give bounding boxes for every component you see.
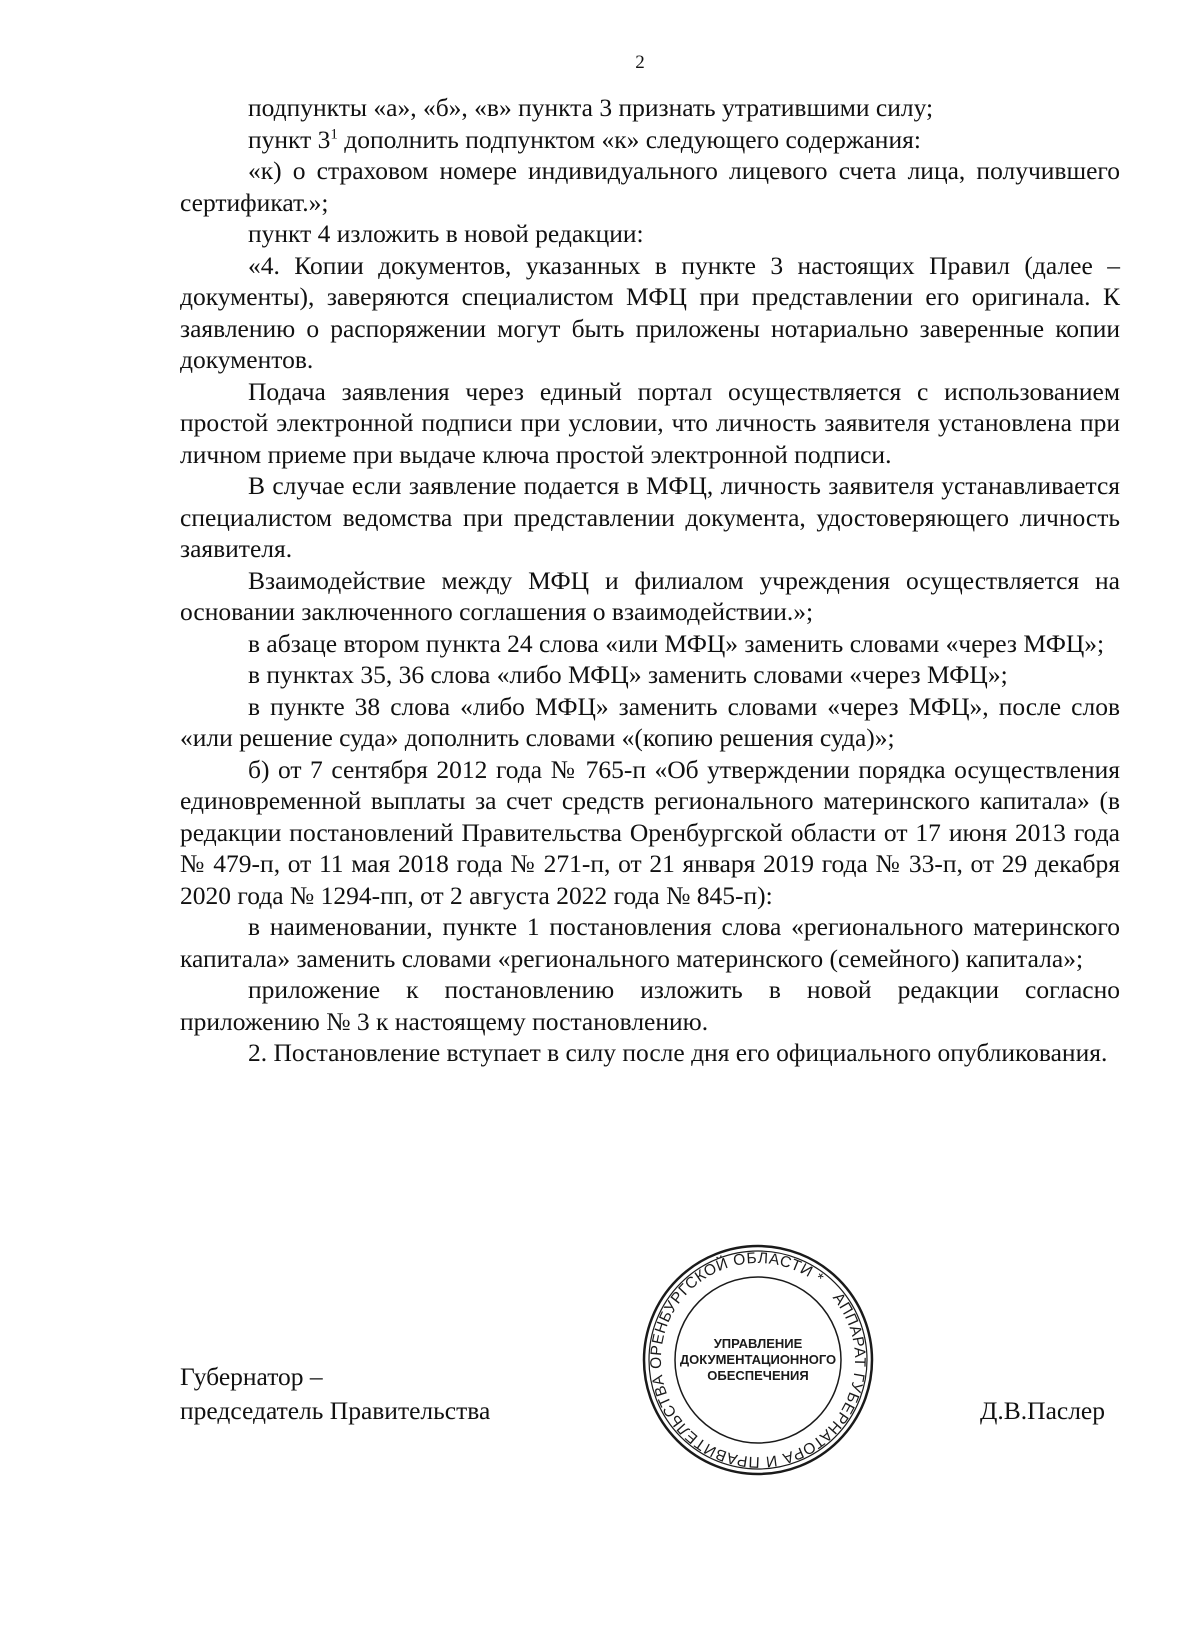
signatory-position-line: Губернатор – <box>180 1362 323 1391</box>
document-body <box>180 92 1120 1069</box>
paragraph <box>180 124 1120 156</box>
paragraph: в пункте 38 слова «либо МФЦ» заменить словами «через МФЦ», после слов «или решение суда» дополнить словами «(копию решения суда)»; <box>180 691 1120 752</box>
paragraph: пункт 4 изложить в новой редакции: <box>248 219 644 248</box>
paragraph: в пунктах 35, 36 слова «либо МФЦ» заменить словами «через МФЦ»; <box>248 660 1008 689</box>
signatory-position <box>180 1360 490 1428</box>
paragraph: в абзаце втором пункта 24 слова «или МФЦ» заменить словами «через МФЦ»; <box>248 628 1105 658</box>
paragraph: «4. Копии документов, указанных в пункте 3 настоящих Правил (далее – документы), заверяются специалистом МФЦ при представлении его оригинала. К заявлению о распоряжении могут быть приложены нотариально заверенные копии документов. <box>180 250 1120 374</box>
paragraph-text: пункт 3 <box>248 124 331 154</box>
paragraph: приложение к постановлению изложить в новой редакции согласно приложению № 3 к настоящему постановлению. <box>180 975 1120 1036</box>
page-number: 2 <box>635 52 645 73</box>
stamp-center-text <box>638 1240 878 1480</box>
stamp-center-line: УПРАВЛЕНИЕ <box>713 1336 803 1351</box>
official-stamp <box>638 1240 878 1480</box>
stamp-center-line: ОБЕСПЕЧЕНИЯ <box>707 1368 809 1383</box>
signatory-position-line: председатель Правительства <box>180 1396 491 1425</box>
stamp-center-line: ДОКУМЕНТАЦИОННОГО <box>679 1352 837 1367</box>
superscript: 1 <box>330 126 338 142</box>
paragraph: В случае если заявление подается в МФЦ, личность заявителя устанавливается специалистом ведомства при представлении документа, удостоверяющего личность заявителя. <box>180 471 1120 563</box>
stamp-ring-textpath: АППАРАТ ГУБЕРНАТОРА И ПРАВИТЕЛЬСТВА ОРЕНБУРГСКОЙ ОБЛАСТИ * <box>647 1249 869 1471</box>
paragraph: подпункты «а», «б», «в» пункта 3 признать утратившими силу; <box>248 93 934 122</box>
paragraph: в наименовании, пункте 1 постановления слова «регионального материнского капитала» заменить словами «регионального материнского (семейного) капитала»; <box>180 912 1120 973</box>
paragraph: «к) о страховом номере индивидуального лицевого счета лица, получившего сертификат.»; <box>180 156 1120 217</box>
signatory-name: Д.В.Паслер <box>980 1396 1105 1425</box>
paragraph: б) от 7 сентября 2012 года № 765-п «Об утверждении порядка осуществления единовременной выплаты за счет средств регионального материнского капитала» (в редакции постановлений Правительства Оренбургской области от 17 июня 2013 года № 479-п, от 11 мая 2018 года № 271-п, от 21 января 2019 года № 33-п, от 29 декабря 2020 года № 1294-пп, от 2 августа 2022 года № 845-п): <box>180 754 1120 910</box>
paragraph-text: дополнить подпунктом «к» следующего содержания: <box>337 124 921 154</box>
paragraph: Взаимодействие между МФЦ и филиалом учреждения осуществляется на основании заключенного соглашения о взаимодействии.»; <box>180 565 1120 626</box>
paragraph: Подача заявления через единый портал осуществляется с использованием простой электронной подписи при условии, что личность заявителя установлена при личном приеме при выдаче ключа простой электронной подписи. <box>180 376 1120 469</box>
paragraph: 2. Постановление вступает в силу после дня его официального опубликования. <box>248 1038 1108 1067</box>
